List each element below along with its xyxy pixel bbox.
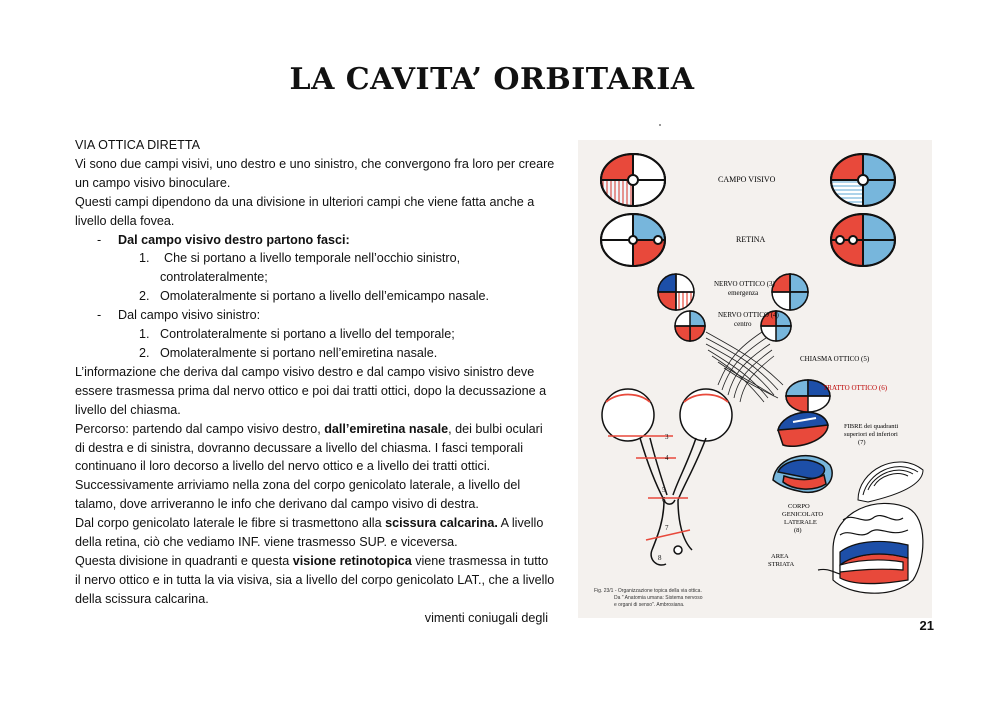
list-item: 2. Omolateralmente si portano nell’emiretina nasale.	[139, 345, 438, 360]
info-paragraph: L’informazione che deriva dal campo visivo destro e dal campo visivo sinistro deve essere trasmessa prima dal nervo ottico e poi dai tratti ottici, dopo la decussazione a livello del chiasma.	[75, 364, 547, 417]
right-field-sublist	[118, 249, 555, 306]
path-num-4: 4	[665, 454, 669, 462]
label-nervo-3: NERVO OTTICO (3)	[714, 280, 775, 288]
label-nervo-4: NERVO OTTICO (4)	[718, 311, 779, 319]
page-number: 21	[919, 618, 934, 633]
label-fibre-3: (7)	[858, 439, 866, 446]
label-area-2: STRIATA	[768, 561, 795, 568]
visual-field-left-icon	[601, 154, 665, 206]
label-centro: centro	[734, 320, 752, 328]
right-field-heading: Dal campo visivo destro partono fasci:	[118, 232, 350, 247]
right-field-item	[97, 231, 555, 307]
section-heading: VIA OTTICA DIRETTA	[75, 138, 201, 152]
label-tratto: TRATTO OTTICO (6)	[823, 384, 888, 392]
label-corpo-4: (8)	[794, 527, 802, 534]
retina-right-icon	[831, 214, 895, 266]
label-corpo-2: GENICOLATO	[782, 511, 824, 518]
list-item: 1. Che si portano a livello temporale nell’occhio sinistro, controlateralmente;	[139, 251, 461, 285]
optic-nerve-3-right	[772, 274, 808, 310]
decorative-dot	[659, 124, 661, 126]
optic-nerve-4-left	[675, 311, 705, 341]
label-retina: RETINA	[736, 235, 766, 244]
label-area-1: AREA	[771, 553, 789, 560]
field-list	[75, 231, 555, 363]
label-chiasma: CHIASMA OTTICO (5)	[800, 355, 870, 363]
svg-text:Da " Anatomia umana: Sistema n: Da " Anatomia umana: Sistema nervoso	[614, 595, 703, 601]
list-item: 1. Controlateralmente si portano a livello del temporale;	[139, 327, 455, 342]
percorso-paragraph: Percorso: partendo dal campo visivo destro, dall’emiretina nasale, dei bulbi oculari di destra e di sinistra, dovranno decussare a livello del chiasma. I fasci temporali continuano il loro decorso a livello del nervo ottico e a livello dei tratti ottici. Successivamente arriviamo nella zona del corpo genicolato laterale, a livello del talamo, dove arriveranno le info che derivano dal campo visivo di destra.	[75, 421, 543, 512]
label-campo-visivo: CAMPO VISIVO	[718, 175, 776, 184]
left-field-sublist	[118, 325, 555, 363]
intro-paragraph-2: Questi campi dipendono da una divisione in ulteriori campi che viene fatta anche a livello della fovea.	[75, 194, 535, 228]
path-num-5: 5	[662, 486, 666, 494]
path-num-6: 6	[662, 496, 666, 504]
visual-pathway-figure	[578, 140, 932, 618]
left-field-heading: Dal campo visivo sinistro:	[118, 308, 261, 323]
svg-text:e organi di senso". Ambrosiana: e organi di senso". Ambrosiana.	[614, 602, 685, 608]
divisione-paragraph: Questa divisione in quadranti e questa visione retinotopica viene trasmessa in tutto il nervo ottico e in tutta la via visiva, sia a livello del corpo genicolato LAT., che a livello della scissura calcarina.	[75, 553, 555, 606]
corpo-paragraph: Dal corpo genicolato laterale le fibre si trasmettono alla scissura calcarina. A livello della retina, ciò che vediamo INF. viene trasmesso SUP. e viceversa.	[75, 516, 544, 550]
retina-left-icon	[601, 214, 665, 266]
label-fibre-1: FIBRE dei quadranti	[844, 423, 899, 430]
path-num-8: 8	[658, 554, 662, 562]
svg-text:Fig. 23/1 - Organizzazione top: Fig. 23/1 - Organizzazione topica della via ottica.	[594, 588, 702, 594]
label-corpo-1: CORPO	[788, 503, 810, 510]
label-emergenza: emergenza	[728, 289, 759, 297]
truncated-line: vimenti coniugali degli	[424, 610, 548, 625]
visual-field-right-icon	[831, 154, 895, 206]
left-field-item	[97, 306, 555, 363]
page-title: LA CAVITA’ ORBITARIA	[289, 62, 695, 97]
label-fibre-2: superiori ed inferiori	[844, 431, 898, 438]
path-num-7: 7	[665, 524, 669, 532]
optic-nerve-3-left	[658, 274, 694, 310]
body-text	[75, 136, 555, 628]
list-item: 2. Omolateralmente si portano a livello dell’emicampo nasale.	[139, 289, 489, 304]
label-corpo-3: LATERALE	[784, 519, 817, 526]
path-num-3: 3	[665, 433, 669, 441]
intro-paragraph-1: Vi sono due campi visivi, uno destro e uno sinistro, che convergono fra loro per creare un campo visivo binoculare.	[75, 156, 555, 190]
